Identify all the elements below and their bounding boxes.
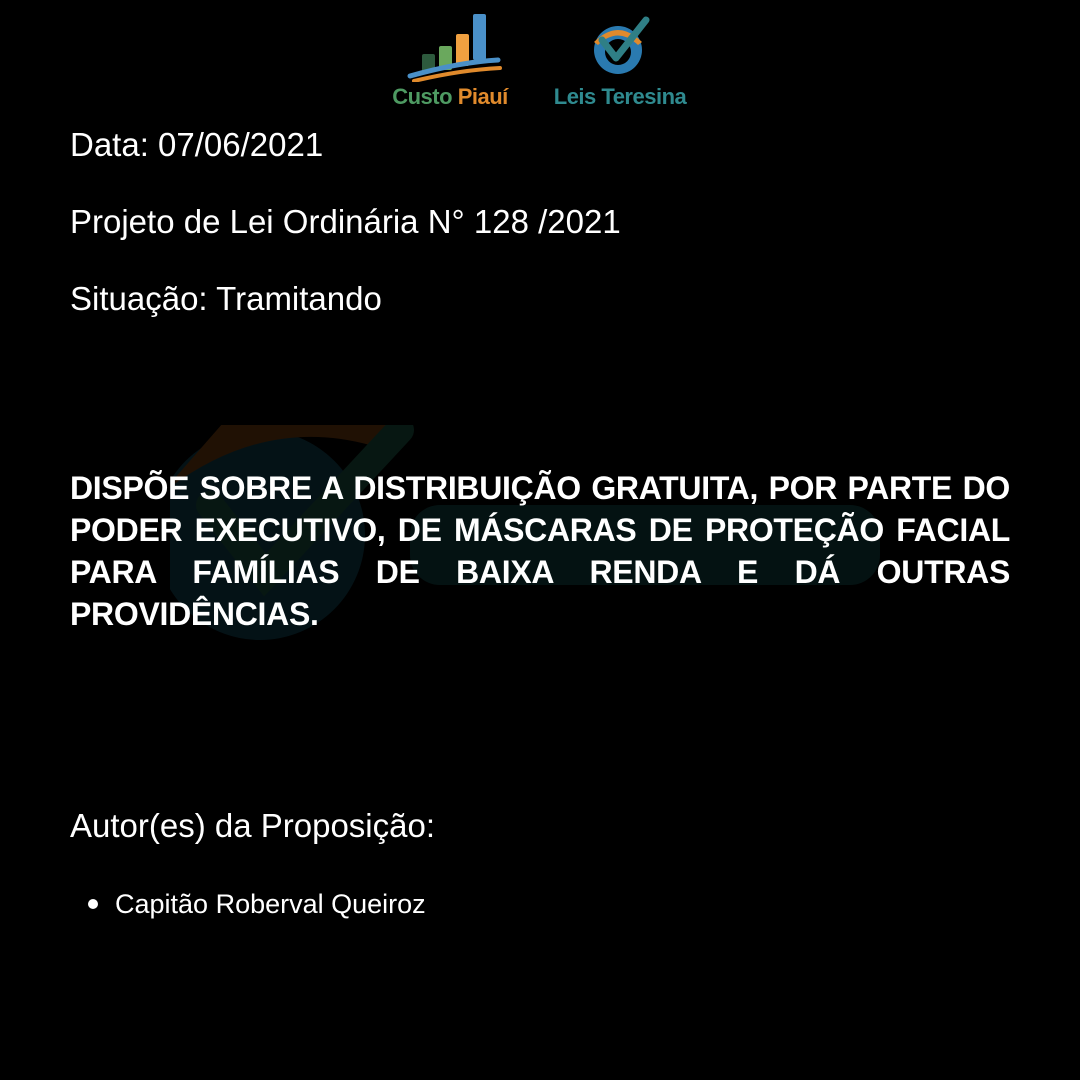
- authors-heading: Autor(es) da Proposição:: [70, 807, 436, 844]
- leis-teresina-logo: [550, 10, 690, 110]
- custo-piaui-logo: [380, 10, 520, 110]
- check-circle-icon: [550, 10, 690, 82]
- bullet-icon: [88, 899, 98, 909]
- list-item: [0, 882, 426, 926]
- bill-summary: DISPÕE SOBRE A DISTRIBUIÇÃO GRATUITA, POR PARTE DO PODER EXECUTIVO, DE MÁSCARAS DE PROTEÇÃO FACIAL PARA FAMÍLIAS DE BAIXA RENDA E DÁ OUTRAS PROVIDÊNCIAS.: [70, 470, 1010, 632]
- leis-teresina-wordmark: Leis Teresina: [553, 84, 687, 109]
- header-logos: [380, 10, 700, 110]
- date-line: Data: 07/06/2021: [70, 126, 324, 163]
- custo-piaui-wordmark: Custo Piauí: [392, 84, 508, 109]
- author-name: Capitão Roberval Queiroz: [115, 889, 426, 919]
- bar-chart-icon: [380, 10, 520, 82]
- status-line: Situação: Tramitando: [70, 280, 382, 317]
- authors-list: [0, 882, 426, 926]
- project-title: Projeto de Lei Ordinária N° 128 /2021: [70, 203, 621, 240]
